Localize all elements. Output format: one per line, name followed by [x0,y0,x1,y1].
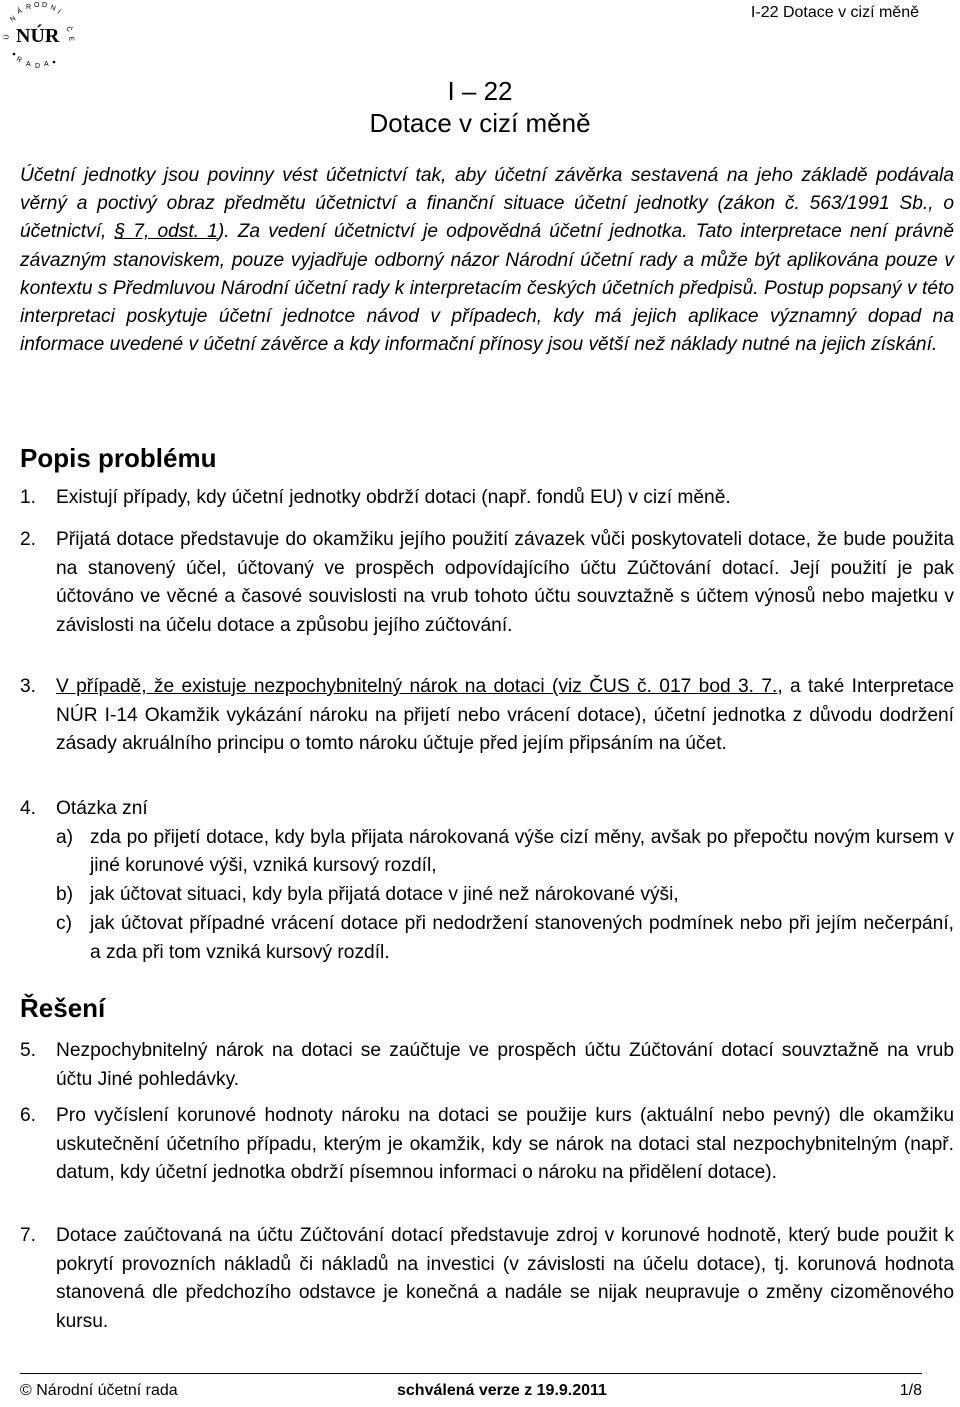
item-text: Přijatá dotace představuje do okamžiku jejího použití závazek vůči poskytovateli dotace, že bude použita na stanovený účel, účtovaný ve prospěch odpovídajícího účtu Zúčtování dotací. Její použití je pak účtováno ve věcné a časové souvislosti na vrub tohoto účtu souvztažně s účtem výnosů nebo majetku v závislosti na účelu dotace a způsobu jejího zúčtování. [56,529,954,637]
svg-text:D: D [42,2,48,9]
sub-item [56,910,954,967]
svg-text:R: R [15,55,23,65]
list-item [20,1222,954,1337]
svg-text:Á: Á [16,7,24,16]
sub-item-label: c) [56,912,72,934]
document-number: I – 22 [447,76,513,106]
sub-item [56,881,954,910]
item-number: 4. [20,798,37,819]
sub-item-text: jak účtovat situaci, kdy byla přijatá dotace v jiné než nárokované výši, [90,884,679,906]
item-text: Existují případy, kdy účetní jednotky obdrží dotaci (např. fondů EU) v cizí měně. [56,487,731,508]
svg-text:O: O [34,2,40,9]
intro-disclaimer: Tato interpretace není právně závazným stanoviskem, pouze vyjadřuje odborný názor Národní účetní rady a může být aplikována pouze v kontextu s Předmluvou Národní účetní rady k interpretacím českých účetních předpisů. Postup popsaný v této interpretaci poskytuje účetní jednotce návod v případech, kdy má jejich aplikace významný dopad na informace uvedené v účetní závěrce a kdy informační přínosy jsou větší než náklady nutné na jejich získání. [20,221,954,356]
svg-text:A: A [44,61,49,68]
item-number: 7. [20,1225,37,1246]
footer-divider [20,1373,922,1374]
svg-text:Ú: Ú [3,34,11,41]
list-item [20,526,954,641]
document-title: Dotace v cizí měně [369,108,591,138]
item-text-rest: , a také Interpretace NÚR I-14 Okamžik vykázání nároku na přijetí nebo vrácení dotace), účetní jednotka z důvodu dodržení zásady akruálního principu o tomto nároku účtuje před jejím připsáním na účet. [56,676,955,755]
svg-text:A: A [26,61,31,68]
section-heading-problem: Popis problému [20,443,217,473]
nur-logo [2,2,76,76]
svg-text:N: N [49,4,57,13]
intro-italic-text: Účetní jednotky jsou povinny vést účetnictví tak, aby účetní závěrka sestavená na jeho základě podávala věrný a poctivý obraz předmětu účetnictví a finanční situace účetní jednotky (zákon č. 563/1991 Sb., o účetnictví, [20,165,954,243]
item-number: 2. [20,529,37,550]
intro-italic-text-2: ). Za vedení účetnictví je odpovědná účetní jednotka. [217,221,688,243]
footer-copyright: © Národní účetní rada [20,1382,178,1399]
svg-text:Č: Č [64,25,73,34]
list-item [20,1037,954,1094]
item-number: 6. [20,1105,37,1126]
document-reference: I-22 Dotace v cizí měně [750,4,919,21]
section-heading-solution: Řešení [20,993,106,1023]
item-text [56,795,954,967]
svg-text:E: E [67,36,75,42]
item-text: Nezpochybnitelný nárok na dotaci se zaúčtuje ve prospěch účtu Zúčtování dotací souvztažně na vrub účtu Jiné pohledávky. [56,1040,954,1090]
svg-text:N: N [9,15,18,24]
sub-item [56,824,954,881]
item-number: 3. [20,676,37,697]
svg-text:R: R [26,4,32,11]
svg-text:NÚR: NÚR [16,25,60,47]
item-text: Pro vyčíslení korunové hodnoty nároku na dotaci se použije kurs (aktuální nebo pevný) dle okamžiku uskutečnění účetního případu, kterým je okamžik, kdy se nárok na dotaci stal nezpochybnitelným (např. datum, kdy účetní jednotka obdrží písemnou informaci o nároku na přidělení dotace). [56,1105,954,1184]
sub-item-text: zda po přijetí dotace, kdy byla přijata nárokovaná výše cizí měny, avšak po přepočtu novým kursem v jiné korunové výši, vzniká kursový rozdíl, [90,826,954,877]
sub-item-text: jak účtovat případné vrácení dotace při nedodržení stanovených podmínek nebo při jejím nečerpání, a zda při tom vzniká kursový rozdíl. [90,912,954,963]
svg-text:D: D [35,63,41,70]
footer-version: schválená verze z 19.9.2011 [397,1382,607,1399]
item-number: 1. [20,487,37,508]
list-item [20,673,954,759]
intro-paragraph [20,162,954,359]
footer-page-number: 1/8 [899,1382,922,1399]
svg-text:Í: Í [55,8,62,16]
question-intro: Otázka zní [56,798,148,819]
list-item [20,795,954,967]
law-paragraph-link[interactable]: § 7, odst. 1 [114,221,218,243]
sub-item-label: b) [56,884,74,906]
sub-item-label: a) [56,826,74,848]
item-text [56,673,954,759]
list-item [20,1102,954,1188]
cus-reference-link[interactable]: V případě, že existuje nezpochybnitelný nárok na dotaci (viz ČUS č. 017 bod 3. 7. [56,676,778,697]
list-item [20,484,954,513]
item-text: Dotace zaúčtovaná na účtu Zúčtování dotací představuje zdroj v korunové hodnotě, který bude použit k pokrytí provozních nákladů či nákladů na investici (v závislosti na účelu dotace), tj. korunová hodnota stanovená dle předchozího odstavce je konečná a nadále se nijak neupravuje o změny cizoměnového kursu. [56,1225,954,1333]
item-number: 5. [20,1040,37,1061]
